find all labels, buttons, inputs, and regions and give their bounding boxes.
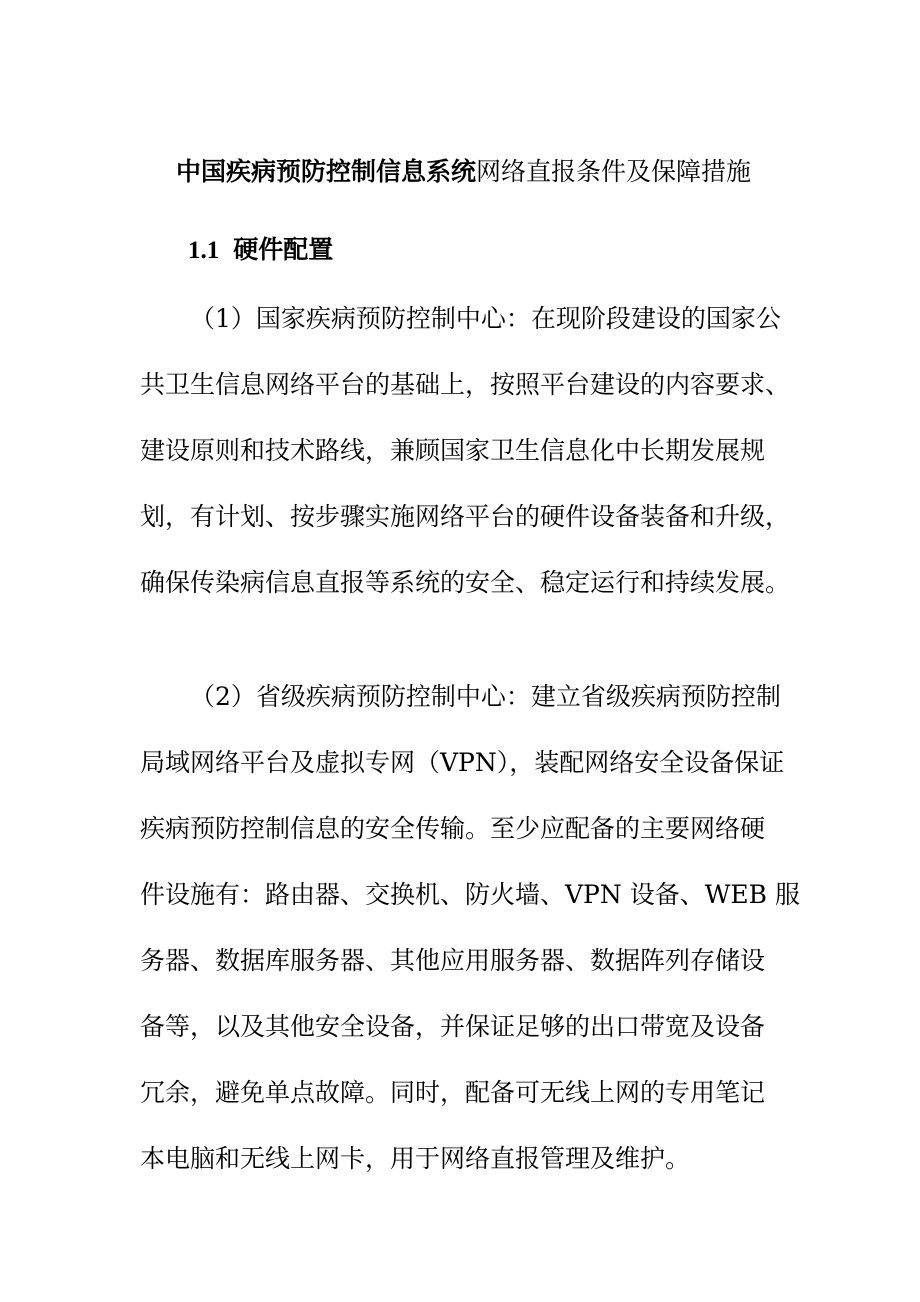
paragraph-1-line: 划，有计划、按步骤实施网络平台的硬件设备装备和升级， <box>140 502 791 531</box>
section-heading <box>188 228 333 273</box>
section-number: 1.1 <box>188 237 220 264</box>
paragraph-1-line: 共卫生信息网络平台的基础上，按照平台建设的内容要求、 <box>140 370 791 399</box>
paragraph-2-line: 局域网络平台及虚拟专网（VPN），装配网络安全设备保证 <box>140 748 785 777</box>
paragraph-2-line: 件设施有：路由器、交换机、防火墙、VPN 设备、WEB 服 <box>140 880 800 909</box>
paragraph-2-line: 本电脑和无线上网卡，用于网络直报管理及维护。 <box>140 1144 691 1173</box>
paragraph-2-line: 务器、数据库服务器、其他应用服务器、数据阵列存储设 <box>140 946 766 975</box>
paragraph-2-line: 备等，以及其他安全设备，并保证足够的出口带宽及设备 <box>140 1012 766 1041</box>
paragraph-1-line: 建设原则和技术路线，兼顾国家卫生信息化中长期发展规 <box>140 436 766 465</box>
section-title: 硬件配置 <box>233 235 334 264</box>
document-title-bold: 中国疾病预防控制信息系统 <box>176 157 477 186</box>
document-title-rest: 网络直报条件及保障措施 <box>476 157 752 186</box>
paragraph-2-line: （2）省级疾病预防控制中心：建立省级疾病预防控制 <box>190 682 781 711</box>
document-title <box>176 150 796 194</box>
paragraph-1-line: （1）国家疾病预防控制中心：在现阶段建设的国家公 <box>190 304 781 333</box>
paragraph-1-line: 确保传染病信息直报等系统的安全、稳定运行和持续发展。 <box>140 568 791 597</box>
paragraph-2-line: 疾病预防控制信息的安全传输。至少应配备的主要网络硬 <box>140 814 766 843</box>
paragraph-2-line: 冗余，避免单点故障。同时，配备可无线上网的专用笔记 <box>140 1078 766 1107</box>
